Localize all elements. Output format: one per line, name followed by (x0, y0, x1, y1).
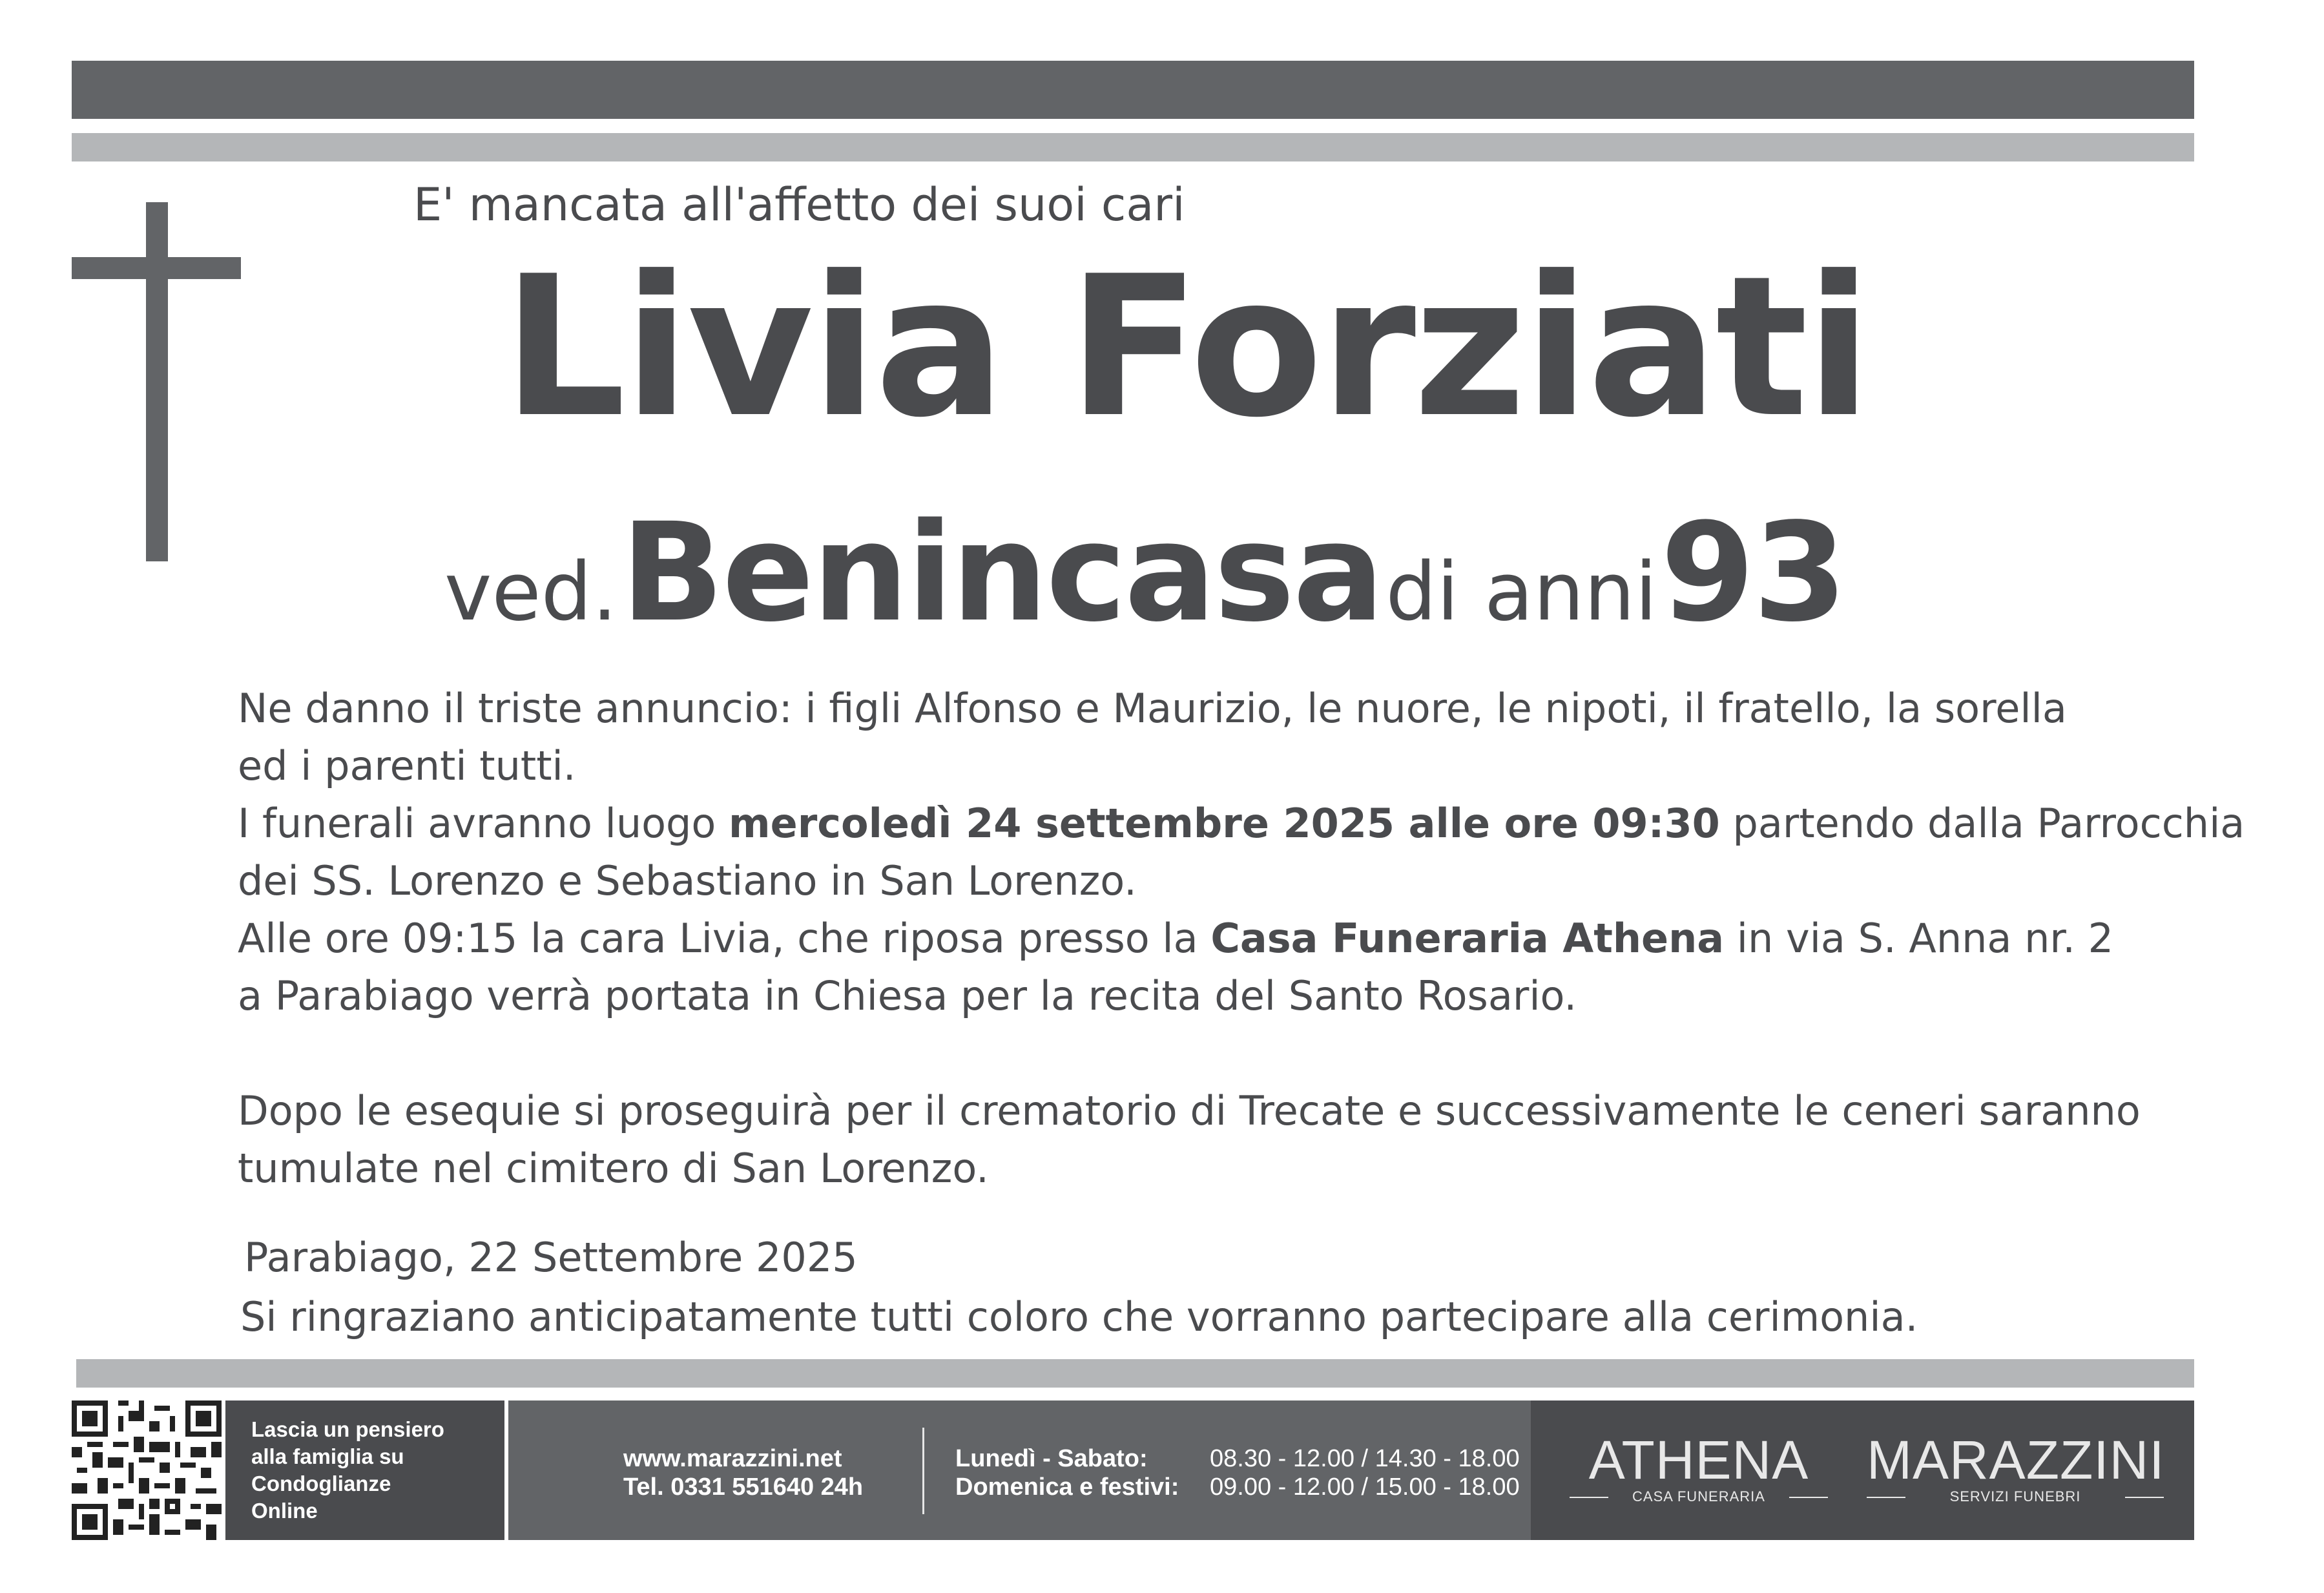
funeral-home-name: Casa Funeraria Athena (1210, 915, 1725, 962)
funeral-text: I funerali avranno luogo (238, 800, 729, 847)
body-line: ed i parenti tutti. (238, 742, 576, 789)
qr-code-icon[interactable] (72, 1400, 222, 1540)
deceased-name: Livia Forziati (503, 234, 1870, 460)
body-line: Ne danno il triste annuncio: i figli Alfonso e Maurizio, le nuore, le nipoti, il fratello, la sorella (238, 685, 2067, 732)
announcement-body (238, 680, 2245, 1197)
body-line: Dopo le esequie si proseguirà per il crematorio di Trecate e successivamente le ceneri saranno (238, 1087, 2141, 1134)
condolences-text: Lascia un pensiero alla famiglia su Condoglianze Online (251, 1417, 444, 1523)
contact-info (623, 1444, 863, 1501)
website-link[interactable]: www.marazzini.net (623, 1445, 842, 1472)
phone-number[interactable]: Tel. 0331 551640 24h (623, 1473, 864, 1501)
opening-hours (955, 1444, 1520, 1501)
top-dark-bar (72, 61, 2194, 119)
thanks-text: Si ringraziano anticipatamente tutti coloro che vorranno partecipare alla cerimonia. (240, 1293, 1918, 1340)
funeral-text: partendo dalla Parrocchia (1719, 800, 2245, 847)
athena-logo: ATHENA CASA FUNERARIA (1570, 1433, 1828, 1505)
rosary-text: in via S. Anna nr. 2 (1724, 915, 2114, 962)
age-prefix: di anni (1385, 546, 1657, 639)
logos-panel (1531, 1400, 2194, 1540)
age: 93 (1660, 494, 1845, 652)
rosary-line (238, 910, 2208, 967)
marazzini-logo: MARAZZINI SERVIZI FUNEBRI (1867, 1430, 2165, 1504)
top-light-bar (72, 133, 2194, 161)
contact-panel (508, 1400, 1531, 1540)
divider (922, 1428, 924, 1514)
body-line: dei SS. Lorenzo e Sebastiano in San Lorenzo. (238, 857, 1137, 904)
funeral-line (238, 795, 2245, 852)
hours-row: Domenica e festivi: 09.00 - 12.00 / 15.00 - 18.00 (955, 1473, 1520, 1501)
name-age-line (444, 494, 1845, 652)
condolences-panel[interactable] (225, 1400, 504, 1540)
place-date: Parabiago, 22 Settembre 2025 (244, 1234, 858, 1281)
footer (72, 1400, 2194, 1540)
bottom-light-bar (76, 1359, 2194, 1388)
funeral-datetime: mercoledì 24 settembre 2025 alle ore 09:30 (729, 800, 1720, 847)
intro-text: E' mancata all'affetto dei suoi cari (413, 178, 1185, 231)
body-line: tumulate nel cimitero di San Lorenzo. (238, 1145, 989, 1192)
widow-prefix: ved. (444, 546, 617, 639)
body-line: a Parabiago verrà portata in Chiesa per la recita del Santo Rosario. (238, 972, 1577, 1019)
spacer (238, 1025, 2208, 1082)
married-name: Benincasa (620, 494, 1383, 652)
rosary-text: Alle ore 09:15 la cara Livia, che riposa presso la (238, 915, 1211, 962)
hours-row: Lunedì - Sabato: 08.30 - 12.00 / 14.30 - 18.00 (955, 1445, 1520, 1472)
